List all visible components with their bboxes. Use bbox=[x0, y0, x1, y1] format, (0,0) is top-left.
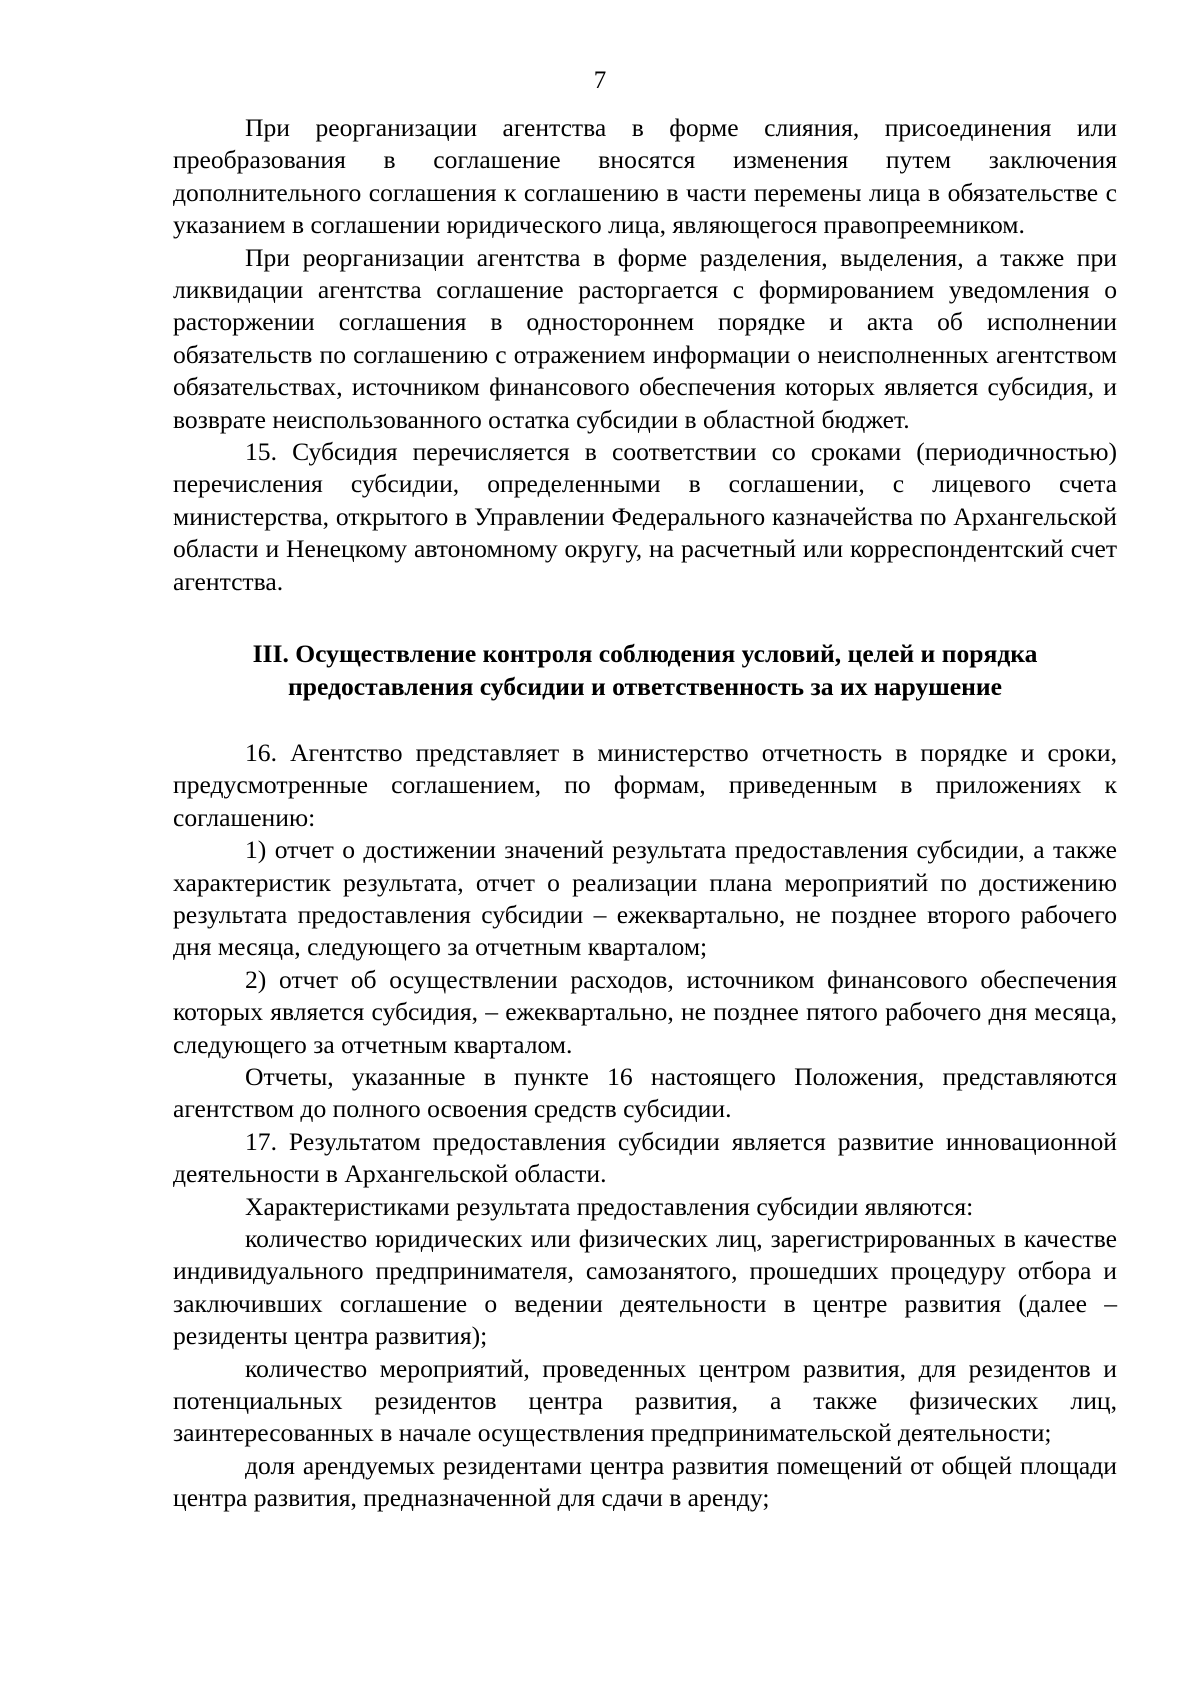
paragraph-17-result: 17. Результатом предоставления субсидии является развитие инновационной деятельности в Архангельской области. bbox=[173, 1126, 1117, 1189]
paragraph-characteristic-rented-area: доля арендуемых резидентами центра развития помещений от общей площади центра развития, предназначенной для сдачи в аренду; bbox=[173, 1450, 1117, 1513]
section-heading-line-2: предоставления субсидии и ответственность за их нарушение bbox=[288, 671, 1002, 701]
paragraph-16-item-2: 2) отчет об осуществлении расходов, источником финансового обеспечения которых является субсидия, – ежеквартально, не позднее пятого рабочего дня месяца, следующего за отчетным кварталом. bbox=[173, 964, 1117, 1059]
document-body bbox=[173, 112, 1117, 1515]
section-heading bbox=[173, 638, 1117, 703]
paragraph-15-transfer: 15. Субсидия перечисляется в соответствии со сроками (периодичностью) перечисления субсидии, определенными в соглашении, с лицевого счета министерства, открытого в Управлении Федерального казначейства по Архангельской области и Ненецкому автономному округу, на расчетный или корреспондентский счет агентства. bbox=[173, 437, 1117, 596]
section-heading-line-1: III. Осуществление контроля соблюдения условий, целей и порядка bbox=[252, 639, 1038, 669]
paragraph-characteristic-events: количество мероприятий, проведенных центром развития, для резидентов и потенциальных резидентов центра развития, а также физических лиц, заинтересованных в начале осуществления предпринимательской деятельности; bbox=[173, 1353, 1117, 1448]
paragraph-result-characteristics: Характеристиками результата предоставления субсидии являются: bbox=[245, 1191, 974, 1221]
page-number: 7 bbox=[593, 67, 607, 94]
paragraph-reorganization-division: При реорганизации агентства в форме разделения, выделения, а также при ликвидации агентства соглашение расторгается с формированием уведомления о расторжении соглашения в одностороннем порядке и акта об исполнении обязательств по соглашению с отражением информации о неисполненных агентством обязательствах, источником финансового обеспечения которых является субсидия, и возврате неиспользованного остатка субсидии в областной бюджет. bbox=[173, 242, 1117, 434]
paragraph-16-reporting: 16. Агентство представляет в министерство отчетность в порядке и сроки, предусмотренные соглашением, по формам, приведенным в приложениях к соглашению: bbox=[173, 737, 1117, 832]
paragraph-characteristic-residents: количество юридических или физических лиц, зарегистрированных в качестве индивидуального предпринимателя, самозанятого, прошедших процедуру отбора и заключивших соглашение о ведении деятельности в центре развития (далее – резиденты центра развития); bbox=[173, 1224, 1117, 1351]
paragraph-reorganization-merger: При реорганизации агентства в форме слияния, присоединения или преобразования в соглашение вносятся изменения путем заключения дополнительного соглашения к соглашению в части перемены лица в обязательстве с указанием в соглашении юридического лица, являющегося правопреемником. bbox=[173, 113, 1117, 240]
paragraph-16-item-1: 1) отчет о достижении значений результата предоставления субсидии, а также характеристик результата, отчет о реализации плана мероприятий по достижению результата предоставления субсидии – ежеквартально, не позднее второго рабочего дня месяца, следующего за отчетным кварталом; bbox=[173, 835, 1117, 962]
paragraph-reports-note: Отчеты, указанные в пункте 16 настоящего Положения, представляются агентством до полного освоения средств субсидии. bbox=[173, 1061, 1117, 1124]
